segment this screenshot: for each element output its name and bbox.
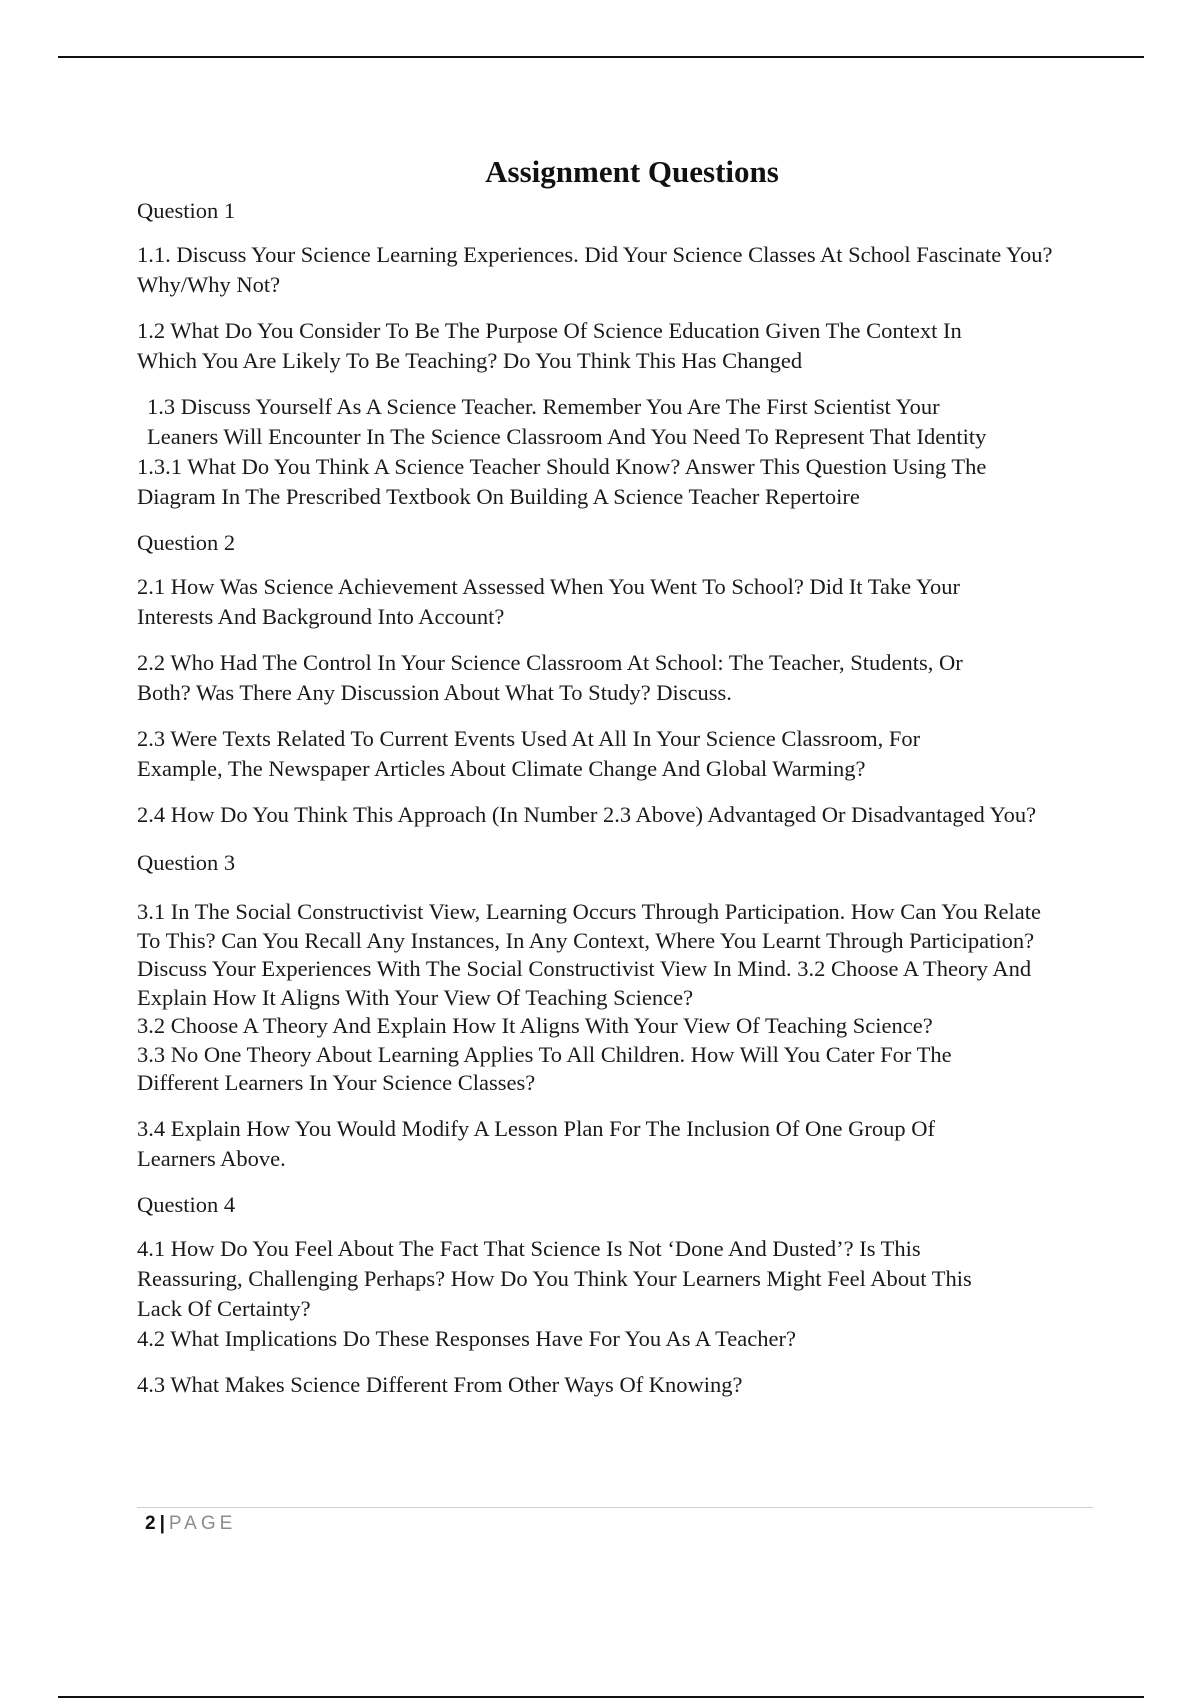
question-3-3: 3.3 No One Theory About Learning Applies To All Children. How Will You Cater For The Different Learners In Your Science Classes? bbox=[137, 1041, 952, 1095]
question-4-2: 4.2 What Implications Do These Responses Have For You As A Teacher? bbox=[137, 1325, 796, 1351]
question-2-3: 2.3 Were Texts Related To Current Events Used At All In Your Science Classroom, For Example, The Newspaper Articles About Climate Change And Global Warming? bbox=[137, 726, 921, 781]
top-rule bbox=[58, 56, 1144, 58]
question-3-1: 3.1 In The Social Constructivist View, Learning Occurs Through Participation. How Can You Relate To This? Can You Recall Any Instances, In Any Context, Where You Learnt Through Participation? Discuss Your Experiences With The Social Constructivist View In Mind. 3.2 Choose A Theory And Explain How It Aligns With Your View Of Teaching Science? bbox=[137, 899, 1041, 1010]
question-4-1: 4.1 How Do You Feel About The Fact That Science Is Not ‘Done And Dusted’? Is This Reassuring, Challenging Perhaps? How Do You Think Your Learners Might Feel About This Lack Of Certainty? bbox=[137, 1235, 972, 1321]
page-footer bbox=[145, 1512, 236, 1536]
question-4-heading: Question 4 bbox=[137, 1191, 236, 1217]
question-1-heading: Question 1 bbox=[137, 198, 236, 223]
question-1-3-1: 1.3.1 What Do You Think A Science Teacher Should Know? Answer This Question Using The Diagram In The Prescribed Textbook On Building A Science Teacher Repertoire bbox=[137, 454, 987, 509]
question-3-4: 3.4 Explain How You Would Modify A Lesson Plan For The Inclusion Of One Group Of Learners Above. bbox=[137, 1115, 935, 1171]
footer-divider bbox=[137, 1507, 1093, 1508]
question-2-1: 2.1 How Was Science Achievement Assessed When You Went To School? Did It Take Your Interests And Background Into Account? bbox=[137, 574, 960, 629]
page-label: PAGE bbox=[168, 1513, 237, 1534]
document-title: Assignment Questions bbox=[485, 154, 779, 189]
document-page bbox=[137, 150, 1137, 1416]
page-number: 2 bbox=[145, 1513, 156, 1534]
question-4-3: 4.3 What Makes Science Different From Other Ways Of Knowing? bbox=[137, 1371, 743, 1397]
question-1-2: 1.2 What Do You Consider To Be The Purpose Of Science Education Given The Context In Which You Are Likely To Be Teaching? Do You Think This Has Changed bbox=[137, 318, 962, 373]
question-2-4: 2.4 How Do You Think This Approach (In Number 2.3 Above) Advantaged Or Disadvantaged You? bbox=[137, 802, 1037, 827]
question-1-3: 1.3 Discuss Yourself As A Science Teacher. Remember You Are The First Scientist Your Leaners Will Encounter In The Science Classroom And You Need To Represent That Identity bbox=[147, 394, 987, 449]
question-3-heading: Question 3 bbox=[137, 850, 236, 875]
question-2-2: 2.2 Who Had The Control In Your Science Classroom At School: The Teacher, Students, Or Both? Was There Any Discussion About What To Study? Discuss. bbox=[137, 650, 963, 705]
footer-separator: | bbox=[159, 1513, 165, 1534]
question-3-2: 3.2 Choose A Theory And Explain How It Aligns With Your View Of Teaching Science? bbox=[137, 1013, 933, 1038]
question-1-1: 1.1. Discuss Your Science Learning Experiences. Did Your Science Classes At School Fascinate You? Why/Why Not? bbox=[137, 242, 1053, 297]
question-2-heading: Question 2 bbox=[137, 530, 236, 555]
bottom-rule bbox=[58, 1696, 1144, 1698]
